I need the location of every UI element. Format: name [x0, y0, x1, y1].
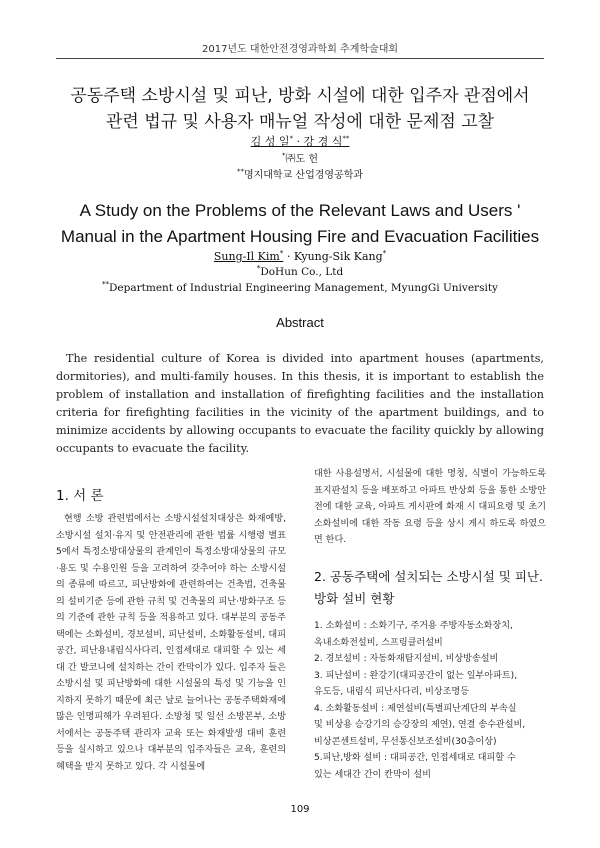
section1-body: 현행 소방 관련법에서는 소방시설설치대상은 화재예방, 소방시설 설치·유지 및 안전관리에 관한 법률 시행령 별표5에서 특정소방대상물의 관계인이 특정소방대상물의 규모·용도 및 수용인원 등을 고려하여 갖추어야 하는 소방시설의 종류에 따르고, 피난방화에 관련하여는 건축법, 건축물의 설비기준 등에 관한 규칙 및 건축물의 피난·방화구조 등의 기준에 관한 규칙 등을 적용하고 있다. 대부분의 공동주택에는 소화설비, 경보설비, 피난설비, 소화활동설비, 대피공간, 피난용내림식사다리, 인접세대로 대피할 수 있는 세대 간 발코니에 설치하는 간이 칸막이가 있다. 입주자 들은 소방시설 및 피난방화에 대한 시설물의 특성 및 기능을 인지하지 못하기 때문에 최근 날로 늘어나는 공동주택화재에 많은 인명피해가 우려된다. 소방청 및 일선 소방본부, 소방서에서는 공동주택 관리자 교육 또는 화재발생 대비 훈련 등을 실시하고 있으나 대부분의 입주자들은 교육, 훈련의 혜택을 받지 못하고 있다. 각 시설물에: [56, 514, 286, 772]
list-item: 옥내소화전설비, 스프링클러설비: [314, 637, 443, 648]
korean-author1: 김 성 일: [250, 135, 290, 148]
korean-author2-mark: **: [342, 134, 350, 143]
english-aff2-mark: **: [102, 280, 110, 289]
korean-title-line2: 관련 법규 및 사용자 매뉴얼 작성에 대한 문제점 고찰: [105, 112, 495, 132]
abstract-heading: Abstract: [276, 315, 324, 330]
right-column-intro: 대한 사용설명서, 시설물에 대한 명칭, 식별이 가능하도록 표지판설치 등을 배포하고 아파트 반상회 등을 통한 소방안전에 대한 교육, 아파트 게시판에 화재 시 대피요령 및 초기소화설비에 대한 작동 요령 등을 상시 게시 하도록 하였으면 한다.: [314, 469, 546, 545]
english-title-line1: A Study on the Problems of the Relevant Laws and Users ': [79, 201, 521, 220]
korean-affiliation1: [0, 150, 600, 165]
page-number: 109: [290, 804, 310, 815]
english-author-separator: ·: [283, 250, 294, 263]
english-author2: Kyung-Sik Kang: [293, 250, 383, 263]
korean-author-separator: ·: [293, 135, 304, 148]
korean-aff2-text: 명지대학교 산업경영공학과: [243, 170, 364, 181]
english-author2-mark: *: [382, 249, 387, 258]
english-aff1-text: DoHun Co., Ltd: [260, 266, 344, 278]
list-item: 비상콘센트설비, 무선통신보조설비(30층이상): [314, 736, 497, 747]
english-author1: Sung-Il Kim: [213, 250, 280, 263]
list-item: 5.피난,방화 설비 : 대피공간, 인접세대로 대피할 수: [314, 753, 516, 763]
korean-aff1-text: ㈜도 헌: [285, 154, 318, 165]
list-item: 및 비상용 승강기의 승강장의 제연), 연결 송수관설비,: [314, 720, 526, 730]
korean-author2: 강 경 식: [303, 135, 343, 148]
english-title-line2: Manual in the Apartment Housing Fire and Evacuation Facilities: [60, 227, 540, 246]
list-item: 유도등, 내림식 피난사다리, 비상조명등: [314, 687, 470, 697]
korean-authors: [0, 133, 600, 149]
english-aff2-text: Department of Industrial Engineering Management, MyungGi University: [109, 282, 498, 294]
english-affiliation1: [0, 266, 600, 278]
list-item: 2. 경보설비 : 자동화재탐지설비, 비상방송설비: [314, 654, 499, 664]
korean-aff1-mark: *: [282, 151, 286, 160]
korean-affiliation2: [0, 166, 600, 181]
korean-title-line1: 공동주택 소방시설 및 피난, 방화 시설에 대한 입주자 관점에서: [70, 86, 530, 106]
english-author1-mark: *: [279, 249, 284, 258]
list-item: 3. 피난설비 : 완강기(대피공간이 없는 일부아파트),: [314, 670, 518, 681]
korean-aff2-mark: **: [236, 167, 244, 176]
english-affiliation2: [0, 282, 600, 294]
english-authors: [0, 250, 600, 263]
list-item: 1. 소화설비 : 소화기구, 주거용 주방자동소화장치,: [314, 621, 513, 631]
section1-heading: 1. 서 론: [56, 488, 104, 504]
list-item: 있는 세대간 간이 칸막이 설비: [314, 769, 431, 780]
section2-heading: 2. 공동주택에 설치되는 소방시설 및 피난.방화 설비 현황: [314, 569, 543, 606]
korean-title: [40, 83, 560, 135]
english-title: [20, 198, 580, 250]
running-header: 2017년도 대한안전경영과학회 추계학술대회: [201, 44, 399, 55]
header-rule: [56, 58, 544, 59]
facility-list: [314, 618, 546, 783]
list-item: 4. 소화활동설비 : 제연설비(특별피난계단의 부속실: [314, 703, 517, 714]
english-aff1-mark: *: [256, 264, 261, 273]
korean-author1-mark: *: [289, 134, 293, 143]
abstract-body: The residential culture of Korea is divided into apartment houses (apartments, dormitories), and multi-family houses. In this thesis, it is important to establish the problem of installation and installation of firefighting facilities and the installation criteria for firefighting facilities in the vicinity of the apartment buildings, and to minimize accidents by allowing occupants to evacuate the facility quickly by allowing occupants to evacuate the facility.: [56, 352, 544, 455]
